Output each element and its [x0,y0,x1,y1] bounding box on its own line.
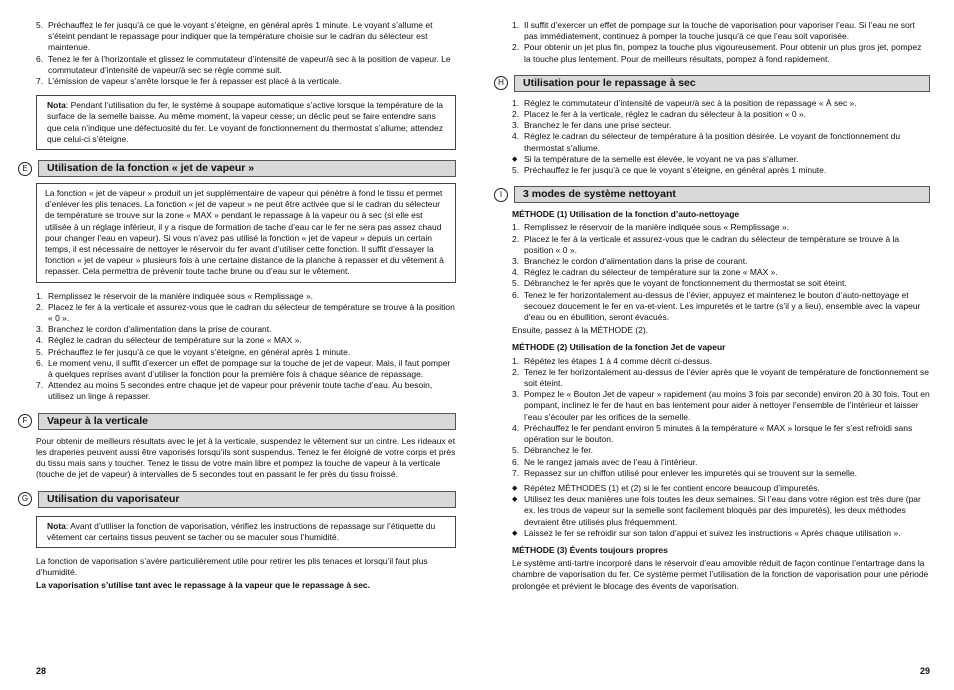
list-item: ◆ Utilisez les deux manières une fois toutes les deux semaines. Si l’eau dans votre région est très dure (par ex. les trous de vapeur sur la semelle sont facilement bloqués par des impuretés), les deux méthodes devraient être utilisés plus fréquemment. [512,494,921,527]
right-page [498,20,930,594]
list-item: 2. Pour obtenir un jet plus fin, pompez la touche plus vigoureusement. Pour obtenir un plus gros jet, pompez la touche plus lentement. Pour de meilleurs résultats, pompez à fond rapidement. [512,42,922,64]
list-item: 4. Réglez le cadran du sélecteur de température sur la zone « MAX ». [512,267,778,278]
note-tag: Nota [47,100,66,111]
section-title: 3 modes de système nettoyant [514,186,930,203]
section-heading-g [21,491,456,508]
note-box-1 [36,95,456,150]
list-item: 6. Le moment venu, il suffit d’exercer un effet de pompage sur la touche de jet de vapeur. Mais, il faut pomper à quelques reprises avant d’utiliser la fonction pour la première fois à chaque séance de repassage. [36,357,451,380]
list-item: 3. Branchez le fer dans une prise secteur. [512,120,672,131]
list-item: 1. Remplissez le réservoir de la manière indiquée sous « Remplissage ». [512,222,790,233]
list-item: 3. Branchez le cordon d’alimentation dans la prise de courant. [36,324,272,335]
list-item: 2. Placez le fer à la verticale, réglez le cadran du sélecteur à la position « 0 ». [512,109,807,120]
steam-jet-steps [36,291,456,403]
list-item: 4. Préchauffez le fer pendant environ 5 minutes à la température « MAX » lorsque le fer s’est refroidi sans opération sur le bouton. [512,422,913,445]
list-item: 2. Tenez le fer horizontalement au-dessus de l’évier après que le voyant de température de fonctionnement se soit éteint. [512,366,929,389]
note-text: : Pendant l’utilisation du fer, le système à soupape automatique s’active lorsque la température de la surface de la semelle baisse. Au même moment, la vapeur cesse; un déclic peut se faire entendre sans que cela n’indique une défectuosité du fer. Le voyant de fonctionnement du thermostat s’allume; attendez que celui-ci s’éteigne. [47,100,443,144]
section-letter-icon: H [494,76,508,90]
section-letter-icon: E [18,162,32,176]
section-heading-i [499,186,930,203]
list-item: 2. Placez le fer à la verticale et assurez-vous que le cadran du sélecteur de température se trouve à la position « 0 ». [36,301,455,324]
diamond-bullet-icon: ◆ [512,496,518,504]
list-item: 4. Réglez le cadran du sélecteur de température à la position désirée. Le voyant de fonctionnement du thermostat s’allume. [512,131,901,153]
list-item: 6. Tenez le fer horizontalement au-dessus de l’évier, appuyez et maintenez le bouton d’auto-nettoyage et secouez doucement le fer en va-et-vient. Les impuretés et le tartre (s’il y a lieu), ensemble avec la vapeur d’eau ou en ébullition, seront évacués. [512,289,921,323]
left-page [21,20,456,594]
section-title: Utilisation pour le repassage à sec [514,75,930,92]
steam-jet-description-box: La fonction « jet de vapeur » produit un jet supplémentaire de vapeur qui pénètre à fond le tissu et permet d’enlever les plis tenaces. La fonction « jet de vapeur » ne peut être activée que si le cadran du sélecteur de température se trouve sur la zone « MAX » pendant le repassage à la vapeur ou à sec (si elle est utilisée à un réglage inférieur, il y a risque de formation de tache d’eau car le fer ne sera pas assez chaud pour changer l’eau en vapeur). Si vous n’avez pas utilisé la fonction « jet de vapeur » depuis un certain temps, il est nécessaire de nettoyer le réservoir du fer avant d’utiliser cette fonction. Il suffit d’essayer la fonction « jet de vapeur » plusieurs fois à une certaine distance de la planche à repasser et du vêtement à repasser. Cela permettra de prévenir toute tache brune ou d’eau sur le vêtement. [36,183,456,283]
list-item: 6. Tenez le fer à l’horizontale et glissez le commutateur d’intensité de vapeur/à sec à la position de vapeur. Le commutateur d’intensité de vapeur/à sec se règle comme suit. [36,53,451,75]
list-item: 1. Réglez le commutateur d’intensité de vapeur/à sec à la position de repassage « À sec ». [512,97,857,108]
list-item: 7. L’émission de vapeur s’arrête lorsque le fer à repasser est placé à la verticale. [36,76,342,87]
list-item: ◆ Si la température de la semelle est élevée, le voyant ne va pas s’allumer. [512,153,799,164]
method-2-bullets [512,483,930,539]
list-item: ◆ Répétez MÉTHODES (1) et (2) si le fer contient encore beaucoup d’impuretés. [512,482,820,493]
list-item: 7. Attendez au moins 5 secondes entre chaque jet de vapeur pour prévenir toute tache d’eau. Au besoin, utilisez un linge à repasser. [36,380,433,402]
list-item: 4. Réglez le cadran du sélecteur de température sur la zone « MAX ». [36,335,302,346]
method-1-after: Ensuite, passez à la MÉTHODE (2). [512,325,649,336]
method-3-title: MÉTHODE (3) Évents toujours propres [512,544,668,555]
intro-steps-right [512,20,930,65]
section-letter-icon: G [18,492,32,506]
note-text: : Avant d’utiliser la fonction de vaporisation, vérifiez les instructions de repassage sur l’étiquette du vêtement car certains tissus peuvent se tacher ou se maculer sous l’humidité. [47,520,436,542]
section-heading-e [22,160,456,177]
method-3-text: Le système anti-tartre incorporé dans le réservoir d’eau amovible réduit de façon continue l’entartrage dans la chambre de vaporisation du fer. Ce système permet l’utilisation de la fonction de vaporisation pour une période prolongée et prévient le blocage des évents de vaporisation. [512,558,929,591]
vertical-steam-text: Pour obtenir de meilleurs résultats avec le jet à la verticale, suspendez le vêtement sur un cintre. Les rideaux et les draperies peuvent aussi être vaporisés lorsqu’ils sont suspendus. Tenez le fer éloigné de votre corps et près du tissu mais sans y toucher. Tenez le tissu de votre main libre et pompez la touche de vapeur à la verticale (touche de jet de vapeur) à intervalles de 5 secondes tout en passant le fer près du tissu froissé. [36,435,456,480]
list-item: 5. Préchauffez le fer jusqu’à ce que le voyant s’éteigne, en général après 1 minute. Le voyant s’allume et s’éteint pendant le repassage pour indiquer que la température choisie sur le cadran du sélecteur est maintenue. [36,20,433,53]
list-item: 1. Répétez les étapes 1 à 4 comme décrit ci-dessus. [512,355,713,366]
method-1-title: MÉTHODE (1) Utilisation de la fonction d’auto-nettoyage [512,209,740,220]
note-tag: Nota [47,520,66,531]
list-item: 5. Préchauffez le fer jusqu’à ce que le voyant s’éteigne, en général après 1 minute. [512,165,827,176]
method-2-title: MÉTHODE (2) Utilisation de la fonction Jet de vapeur [512,342,726,353]
spray-bold-text: La vaporisation s’utilise tant avec le repassage à la vapeur que le repassage à sec. [36,580,371,591]
list-item: 1. Il suffit d’exercer un effet de pompage sur la touche de vaporisation pour vaporiser l’eau. Si l’eau ne sort pas immédiatement, continuez à pomper la touche jusqu’à ce que l’eau soit vaporisée. [512,20,915,42]
list-item: 7. Repassez sur un chiffon utilisé pour enlever les impuretés qui se trouvent sur la semelle. [512,467,857,478]
section-title: Vapeur à la verticale [38,413,456,430]
section-heading-f [22,413,456,430]
section-title: Utilisation du vaporisateur [38,491,456,508]
section-letter-icon: F [18,414,32,428]
list-item: 5. Débranchez le fer. [512,445,593,456]
note-box-2 [36,516,456,548]
section-heading-h [498,75,930,92]
list-item: ◆ Laissez le fer se refroidir sur son talon d’appui et suivez les instructions « Après chaque utilisation ». [512,527,901,538]
list-item: 6. Ne le rangez jamais avec de l’eau à l’intérieur. [512,456,698,467]
spray-text: La fonction de vaporisation s’avère particulièrement utile pour retirer les plis tenaces et lorsqu’il faut plus d’humidité. [36,555,428,578]
page-number-right: 29 [919,666,930,676]
section-letter-icon: I [494,188,508,202]
method-2-steps [512,356,930,479]
list-item: 5. Préchauffez le fer jusqu’à ce que le voyant s’éteigne, en général après 1 minute. [36,346,351,357]
list-item: 5. Débranchez le fer après que le voyant de fonctionnement du thermostat se soit éteint. [512,278,847,289]
dry-ironing-steps [512,98,930,176]
list-item: 2. Placez le fer à la verticale et assurez-vous que le cadran du sélecteur de température se trouve à la position « 0 ». [512,233,900,255]
diamond-bullet-icon: ◆ [512,529,518,537]
intro-steps-left [36,20,456,87]
method-1-steps [512,222,930,323]
list-item: 3. Branchez le cordon d’alimentation dans la prise de courant. [512,256,748,267]
list-item: 3. Pompez le « Bouton Jet de vapeur » rapidement (au moins 3 fois par seconde) environ 20 à 30 fois. Tout en pompant, inclinez le fer de haut en bas lentement pour aider à nettoyer l’ensemble de l’intérieur et laisser l’eau s’écouler par les orifices de la semelle. [512,389,930,422]
section-title: Utilisation de la fonction « jet de vapeur » [38,160,456,177]
list-item: 1. Remplissez le réservoir de la manière indiquée sous « Remplissage ». [36,290,314,301]
diamond-bullet-icon: ◆ [512,484,518,492]
page-number-left: 28 [36,666,47,676]
